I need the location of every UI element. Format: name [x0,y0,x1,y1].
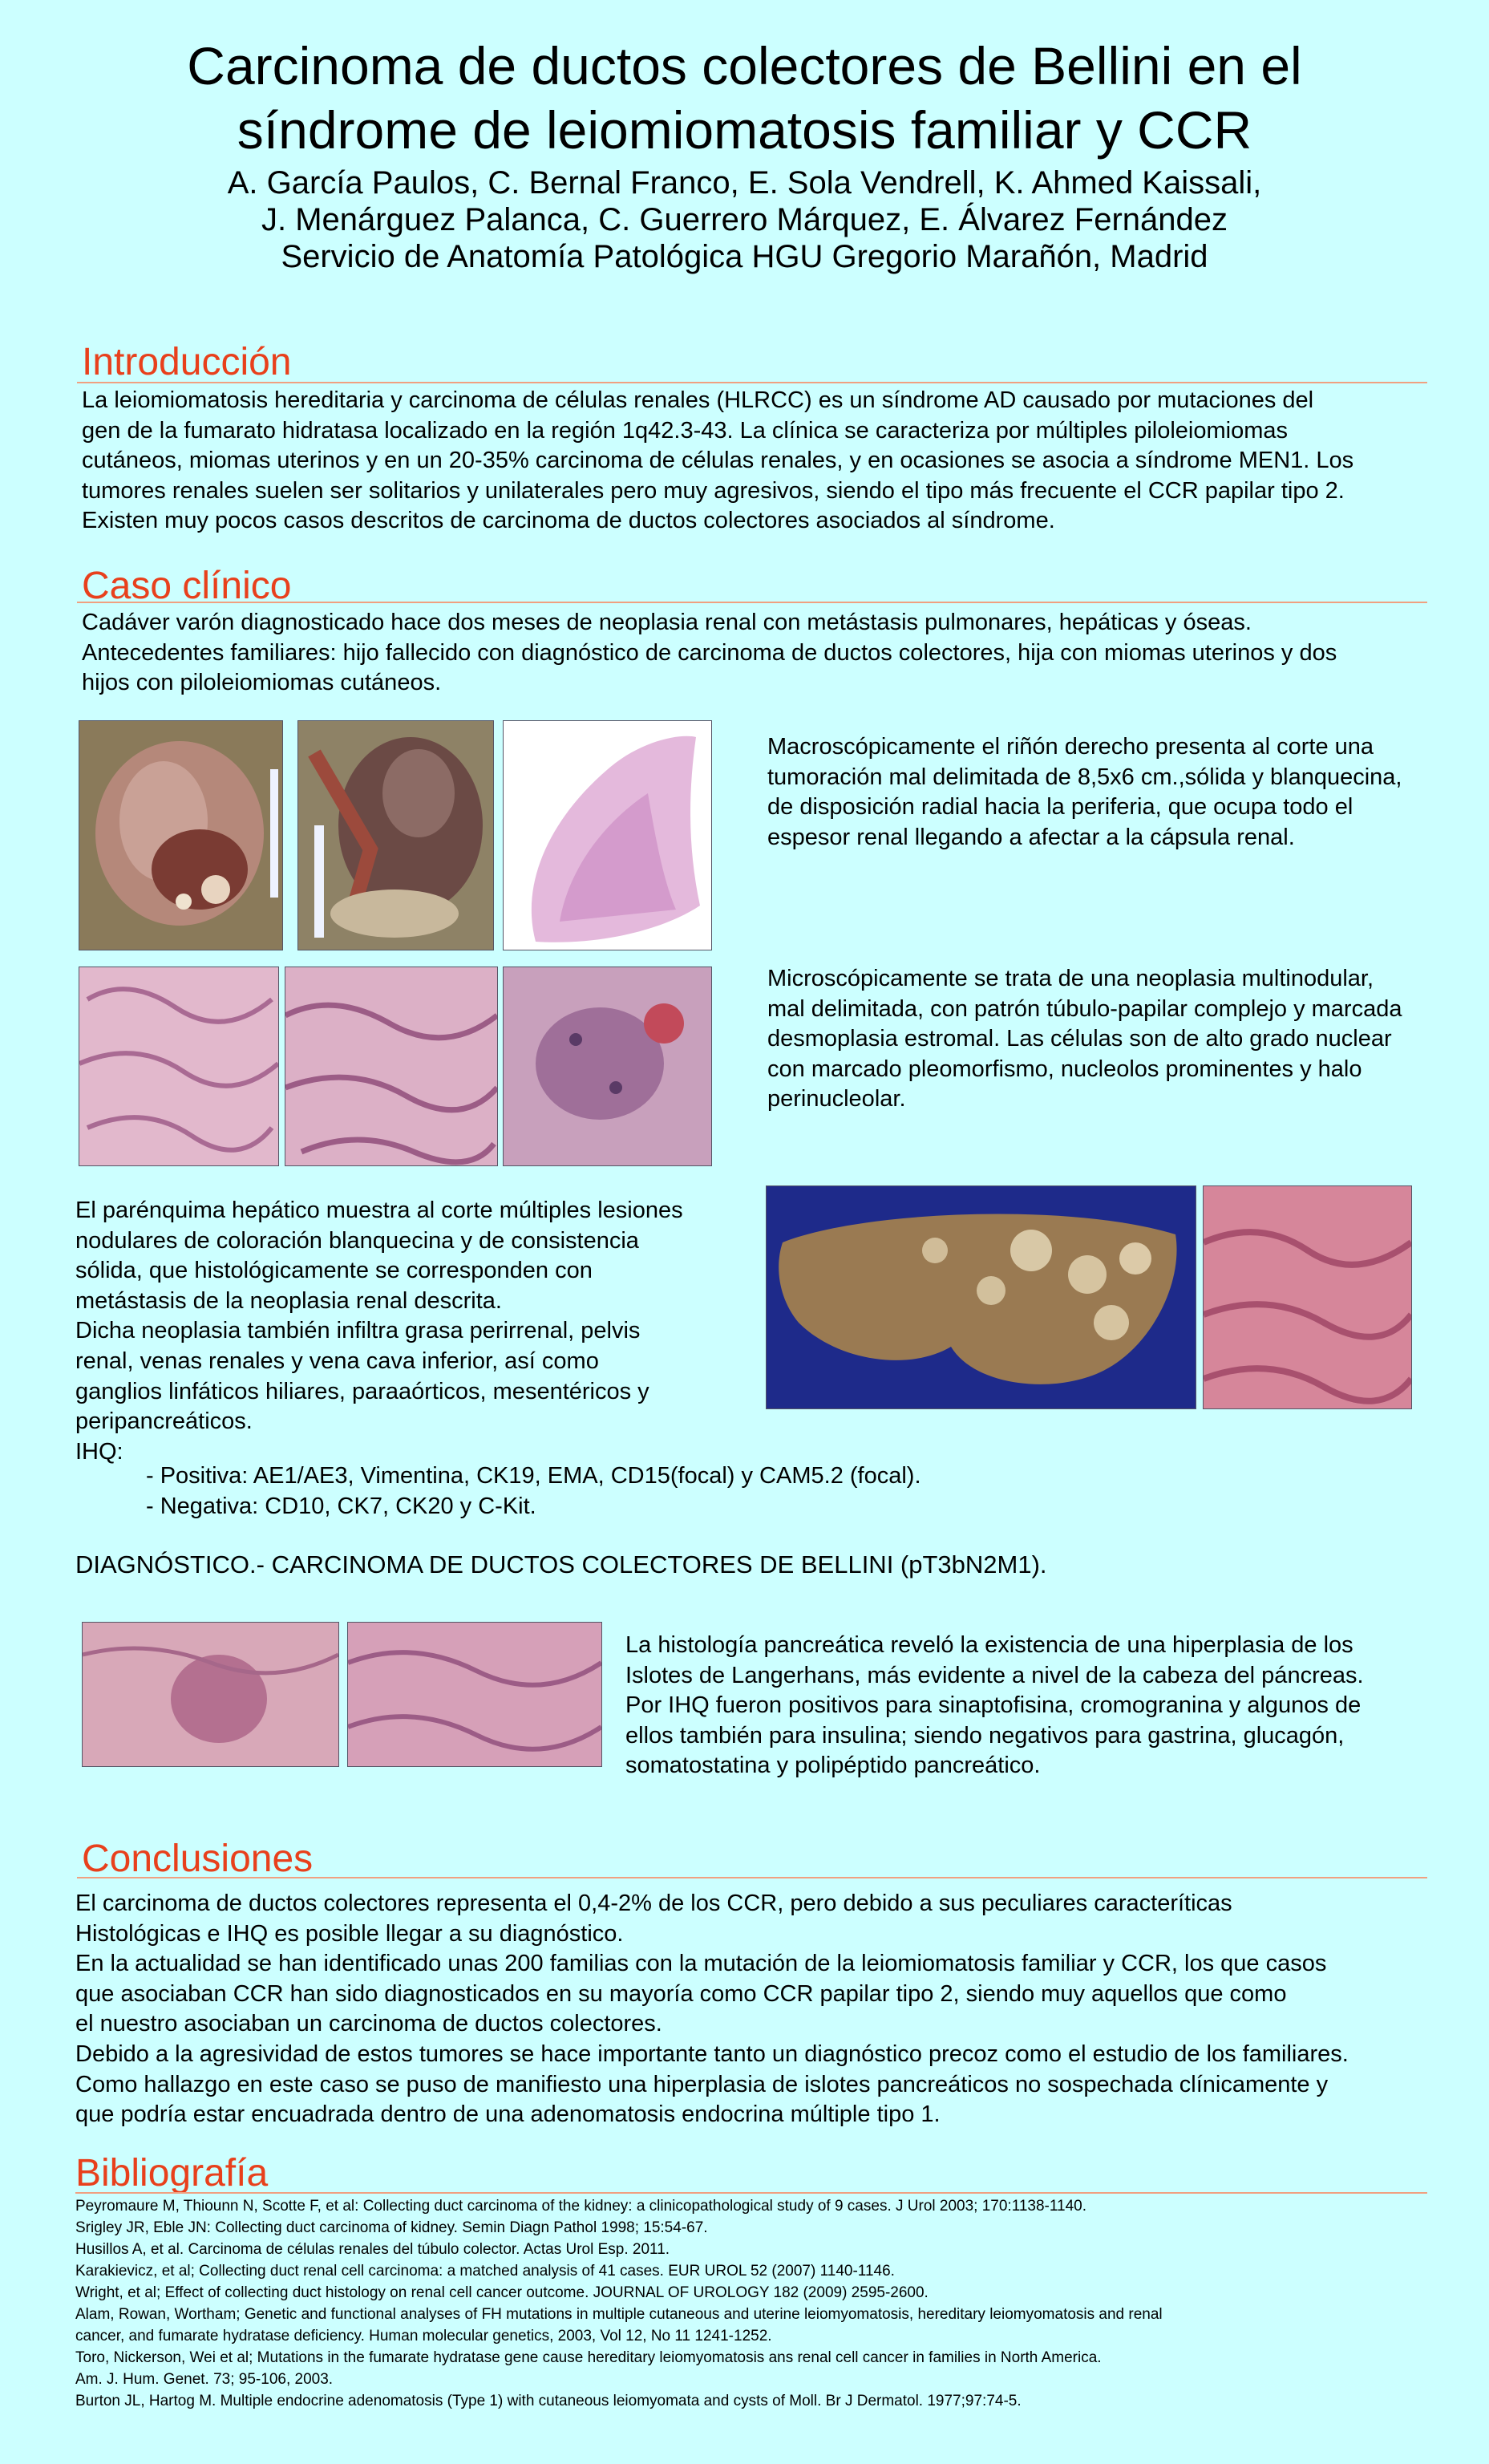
text-line: Como hallazgo en este caso se puso de manifiesto una hiperplasia de islotes pancreáticos no sospechada clínicamente y [75,2071,1329,2097]
reference: Husillos A, et al. Carcinoma de células renales del túbulo colector. Actas Urol Esp. 2011. [75,2241,670,2258]
text-line: hijos con piloleiomiomas cutáneos. [82,670,442,696]
ihq-positive: - Positiva: AE1/AE3, Vimentina, CK19, EMA, CD15(focal) y CAM5.2 (focal). [146,1463,921,1489]
title-line-1: Carcinoma de ductos colectores de Bellini en el [187,36,1302,95]
macro-description [767,732,1457,853]
diagnosis-line: DIAGNÓSTICO.- CARCINOMA DE DUCTOS COLECTORES DE BELLINI (pT3bN2M1). [75,1550,1047,1578]
text-line: somatostatina y polipéptido pancreático. [625,1753,1041,1779]
affiliation: Servicio de Anatomía Patológica HGU Gregorio Marañón, Madrid [281,239,1208,274]
ihq-results [146,1461,1188,1522]
reference: Toro, Nickerson, Wei et al; Mutations in the fumarate hydratase gene cause hereditary leiomyomatosis ans renal cell cancer in families in North America. [75,2349,1102,2366]
text-line: Histológicas e IHQ es posible llegar a su diagnóstico. [75,1920,624,1947]
text-line: ganglios linfáticos hiliares, paraaórticos, mesentéricos y [75,1378,649,1404]
text-line: desmoplasia estromal. Las células son de alto grado nuclear [767,1026,1392,1052]
micro-description [767,964,1457,1115]
reference: Karakievicz, et al; Collecting duct renal cell carcinoma: a matched analysis of 41 cases. EUR UROL 52 (2007) 1140-1146. [75,2263,895,2280]
text-line: IHQ: [75,1438,123,1465]
liver-histology [1203,1185,1412,1409]
conclusions-text [75,1889,1455,2130]
micro-histology-2 [285,967,498,1166]
text-line: tumores renales suelen ser solitarios y unilaterales pero muy agresivos, siendo el tipo más frecuente el CCR papilar tipo 2. [82,477,1345,504]
kidney-gross-photo-2 [297,720,494,950]
text-line: que asociaban CCR han sido diagnosticados en su mayoría como CCR papilar tipo 2, siendo muy aquellos que como [75,1980,1287,2007]
text-line: con marcado pleomorfismo, nucleolos prominentes y halo [767,1056,1362,1082]
ihq-negative: - Negativa: CD10, CK7, CK20 y C-Kit. [146,1493,536,1519]
text-line: que podría estar encuadrada dentro de una adenomatosis endocrina múltiple tipo 1. [75,2101,941,2128]
micro-histology-1 [79,967,279,1166]
pancreas-histology-2 [347,1622,602,1767]
text-line: Cadáver varón diagnosticado hace dos meses de neoplasia renal con metástasis pulmonares, hepáticas y óseas. [82,610,1252,635]
text-line: Antecedentes familiares: hijo fallecido con diagnóstico de carcinoma de ductos colectores, hija con miomas uterinos y dos [82,639,1337,666]
liver-description [75,1196,797,1467]
liver-gross-photo [766,1185,1196,1409]
bibliography-heading: Bibliografía [75,2152,269,2194]
bibliography-divider [75,2192,1427,2194]
text-line: nodulares de coloración blanquecina y de consistencia [75,1227,639,1254]
text-line: Dicha neoplasia también infiltra grasa perirrenal, pelvis [75,1318,641,1344]
text-line: el nuestro asociaban un carcinoma de ductos colectores. [75,2011,662,2037]
reference: Wright, et al; Effect of collecting duct histology on renal cell cancer outcome. JOURNAL OF UROLOGY 182 (2009) 2595-2600. [75,2284,929,2301]
authors-line-2: J. Menárguez Palanca, C. Guerrero Márquez, E. Álvarez Fernández [261,202,1228,237]
reference: Peyromaure M, Thiounn N, Scotte F, et al: Collecting duct carcinoma of the kidney: a clinicopathological study of 9 cases. J Urol 2003; 170:1138-1140. [75,2198,1087,2215]
text-line: Microscópicamente se trata de una neoplasia multinodular, [767,966,1374,991]
text-line: ellos también para insulina; siendo negativos para gastrina, glucagón, [625,1722,1345,1749]
title-line-2: síndrome de leiomiomatosis familiar y CCR [237,100,1252,160]
text-line: renal, venas renales y vena cava inferior, así como [75,1348,599,1374]
text-line: perinucleolar. [767,1086,906,1112]
text-line: Islotes de Langerhans, más evidente a nivel de la cabeza del páncreas. [625,1662,1364,1688]
case-heading: Caso clínico [82,565,292,607]
text-line: El parénquima hepático muestra al corte múltiples lesiones [75,1198,683,1223]
text-line: Debido a la agresividad de estos tumores se hace importante tanto un diagnóstico precoz como el estudio de los familiares. [75,2040,1349,2067]
kidney-gross-photo-1 [79,720,283,950]
text-line: sólida, que histológicamente se corresponden con [75,1258,593,1284]
text-line: peripancreáticos. [75,1408,253,1435]
reference: Burton JL, Hartog M. Multiple endocrine adenomatosis (Type 1) with cutaneous leiomyomata and cysts of Moll. Br J Dermatol. 1977;97:74-5. [75,2393,1022,2409]
micro-histology-3 [503,967,712,1166]
reference: Am. J. Hum. Genet. 73; 95-106, 2003. [75,2371,334,2388]
text-line: El carcinoma de ductos colectores representa el 0,4-2% de los CCR, pero debido a sus peculiares caracteríticas [75,1891,1232,1916]
text-line: espesor renal llegando a afectar a la cápsula renal. [767,824,1295,850]
reference: Srigley JR, Eble JN: Collecting duct carcinoma of kidney. Semin Diagn Pathol 1998; 15:54-67. [75,2219,708,2236]
text-line: cutáneos, miomas uterinos y en un 20-35% carcinoma de células renales, y en ocasiones se asocia a síndrome MEN1. Los [82,448,1354,474]
pancreas-histology-1 [82,1622,339,1767]
text-line: de disposición radial hacia la periferia, que ocupa todo el [767,794,1353,821]
text-line: Existen muy pocos casos descritos de carcinoma de ductos colectores asociados al síndrome. [82,508,1055,534]
pancreas-description [625,1631,1443,1781]
case-divider [77,602,1427,603]
text-line: Por IHQ fueron positivos para sinaptofisina, cromogranina y algunos de [625,1692,1362,1719]
authors-block [0,164,1489,275]
bibliography-list [75,2195,1455,2412]
text-line: metástasis de la neoplasia renal descrita. [75,1287,502,1314]
poster-title [0,34,1489,162]
text-line: tumoración mal delimitada de 8,5x6 cm.,sólida y blanquecina, [767,764,1402,790]
intro-divider [77,382,1427,383]
whole-mount-histology [503,720,712,950]
text-line: En la actualidad se han identificado unas 200 familias con la mutación de la leiomiomatosis familiar y CCR, los que casos [75,1951,1327,1977]
authors-line-1: A. García Paulos, C. Bernal Franco, E. Sola Vendrell, K. Ahmed Kaissali, [227,165,1262,201]
text-line: gen de la fumarato hidratasa localizado en la región 1q42.3-43. La clínica se caracteriza por múltiples piloleiomiomas [82,417,1289,444]
intro-heading: Introducción [82,341,292,383]
text-line: La histología pancreática reveló la existencia de una hiperplasia de los [625,1632,1353,1658]
case-text [82,608,1445,699]
text-line: mal delimitada, con patrón túbulo-papilar complejo y marcada [767,995,1402,1022]
reference: Alam, Rowan, Wortham; Genetic and functional analyses of FH mutations in multiple cutaneous and uterine leiomyomatosis, hereditary leiomyomatosis and renal [75,2306,1163,2323]
reference: cancer, and fumarate hydratase deficiency. Human molecular genetics, 2003, Vol 12, No 11 1241-1252. [75,2328,772,2344]
text-line: Macroscópicamente el riñón derecho presenta al corte una [767,734,1374,760]
conclusions-heading: Conclusiones [82,1838,314,1880]
conclusions-divider [77,1877,1427,1878]
intro-text [82,386,1445,537]
text-line: La leiomiomatosis hereditaria y carcinoma de células renales (HLRCC) es un síndrome AD causado por mutaciones del [82,387,1314,413]
